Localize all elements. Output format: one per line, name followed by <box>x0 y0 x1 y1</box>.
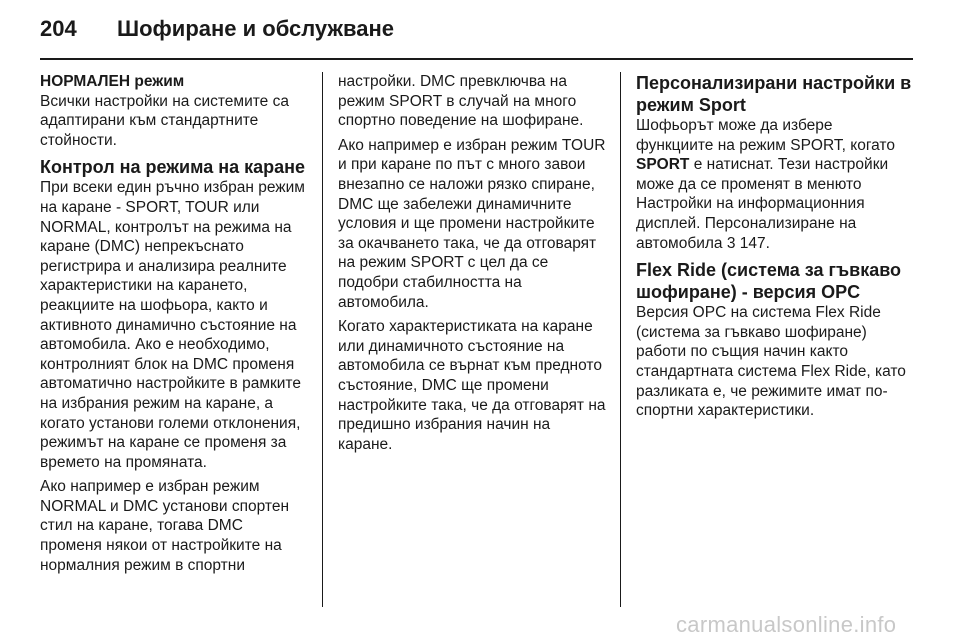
flexride-text: Версия OPC на система Flex Ride (система за гъвкаво шофиране) работи по същия начин както стандартната система Flex Ride, като разликата е, че режимите имат по-спортни характеристики. <box>636 304 906 420</box>
sport-personal-text-part1: Шофьорът може да избере функциите на режим SPORT, когато <box>636 117 895 154</box>
drive-mode-control-text: При всеки един ръчно избран режим на каране - SPORT, TOUR или NORMAL, контролът на режима на каране (DMC) непрекъснато регистрира и анализира реалните характеристики на карането, реакциите на шофьора, както и активното динамично състояние на автомобила. Ако е необходимо, контролният блок на DMC променя автоматично настройките в рамките на избрания режим на каране, а когато установи големи отклонения, режимът на каране се променя за времето на промяната. <box>40 179 305 471</box>
sport-personal-text <box>636 116 914 253</box>
normal-example-text: Ако например е избран режим NORMAL и DMC установи спортен стил на каране, тогава DMC променя някои от настройките на нормалния режим в спортни <box>40 478 290 574</box>
return-state-text: Когато характеристиката на каране или динамичното състояние на автомобила се върнат към предното състояние, DMC ще промени настройките така, че да отговарят на предишно избрания начин на каране. <box>338 318 606 453</box>
sport-button-label: SPORT <box>636 156 690 174</box>
flexride-heading: Flex Ride (система за гъвкаво шофиране) - версия OPC <box>636 260 902 303</box>
column-divider-1 <box>322 72 323 607</box>
column-middle <box>338 72 606 459</box>
tour-example-text: Ако например е избран режим TOUR и при каране по път с много завои внезапно се наложи рязко спиране, DMC ще забележи динамичните условия и ще промени настройките за окачването така, че да отговарят на режим SPORT с цел да се подобри стабилността на автомобила. <box>338 136 606 311</box>
normal-mode-text: Всички настройки на системите са адаптирани към стандартните стойности. <box>40 92 289 149</box>
sport-personal-text-part2: е натиснат. Тези настройки може да се променят в менюто Настройки на информационния дисплей. Персонализиране на автомобила 3 147. <box>636 156 889 252</box>
column-left <box>40 72 308 580</box>
page-number: 204 <box>40 16 77 41</box>
column-right <box>636 72 914 426</box>
sport-personal-heading: Персонализирани настройки в режим Sport <box>636 73 912 115</box>
normal-mode-heading: НОРМАЛЕН режим <box>40 73 185 90</box>
drive-mode-control-heading: Контрол на режима на каране <box>40 157 306 178</box>
watermark: carmanualsonline.info <box>676 612 897 637</box>
chapter-title: Шофиране и обслужване <box>117 16 395 41</box>
sport-switch-text: настройки. DMC превключва на режим SPORT в случай на много спортно поведение на шофиране. <box>338 73 584 130</box>
header-rule <box>40 58 913 60</box>
column-divider-2 <box>620 72 621 607</box>
page-header <box>0 0 960 62</box>
